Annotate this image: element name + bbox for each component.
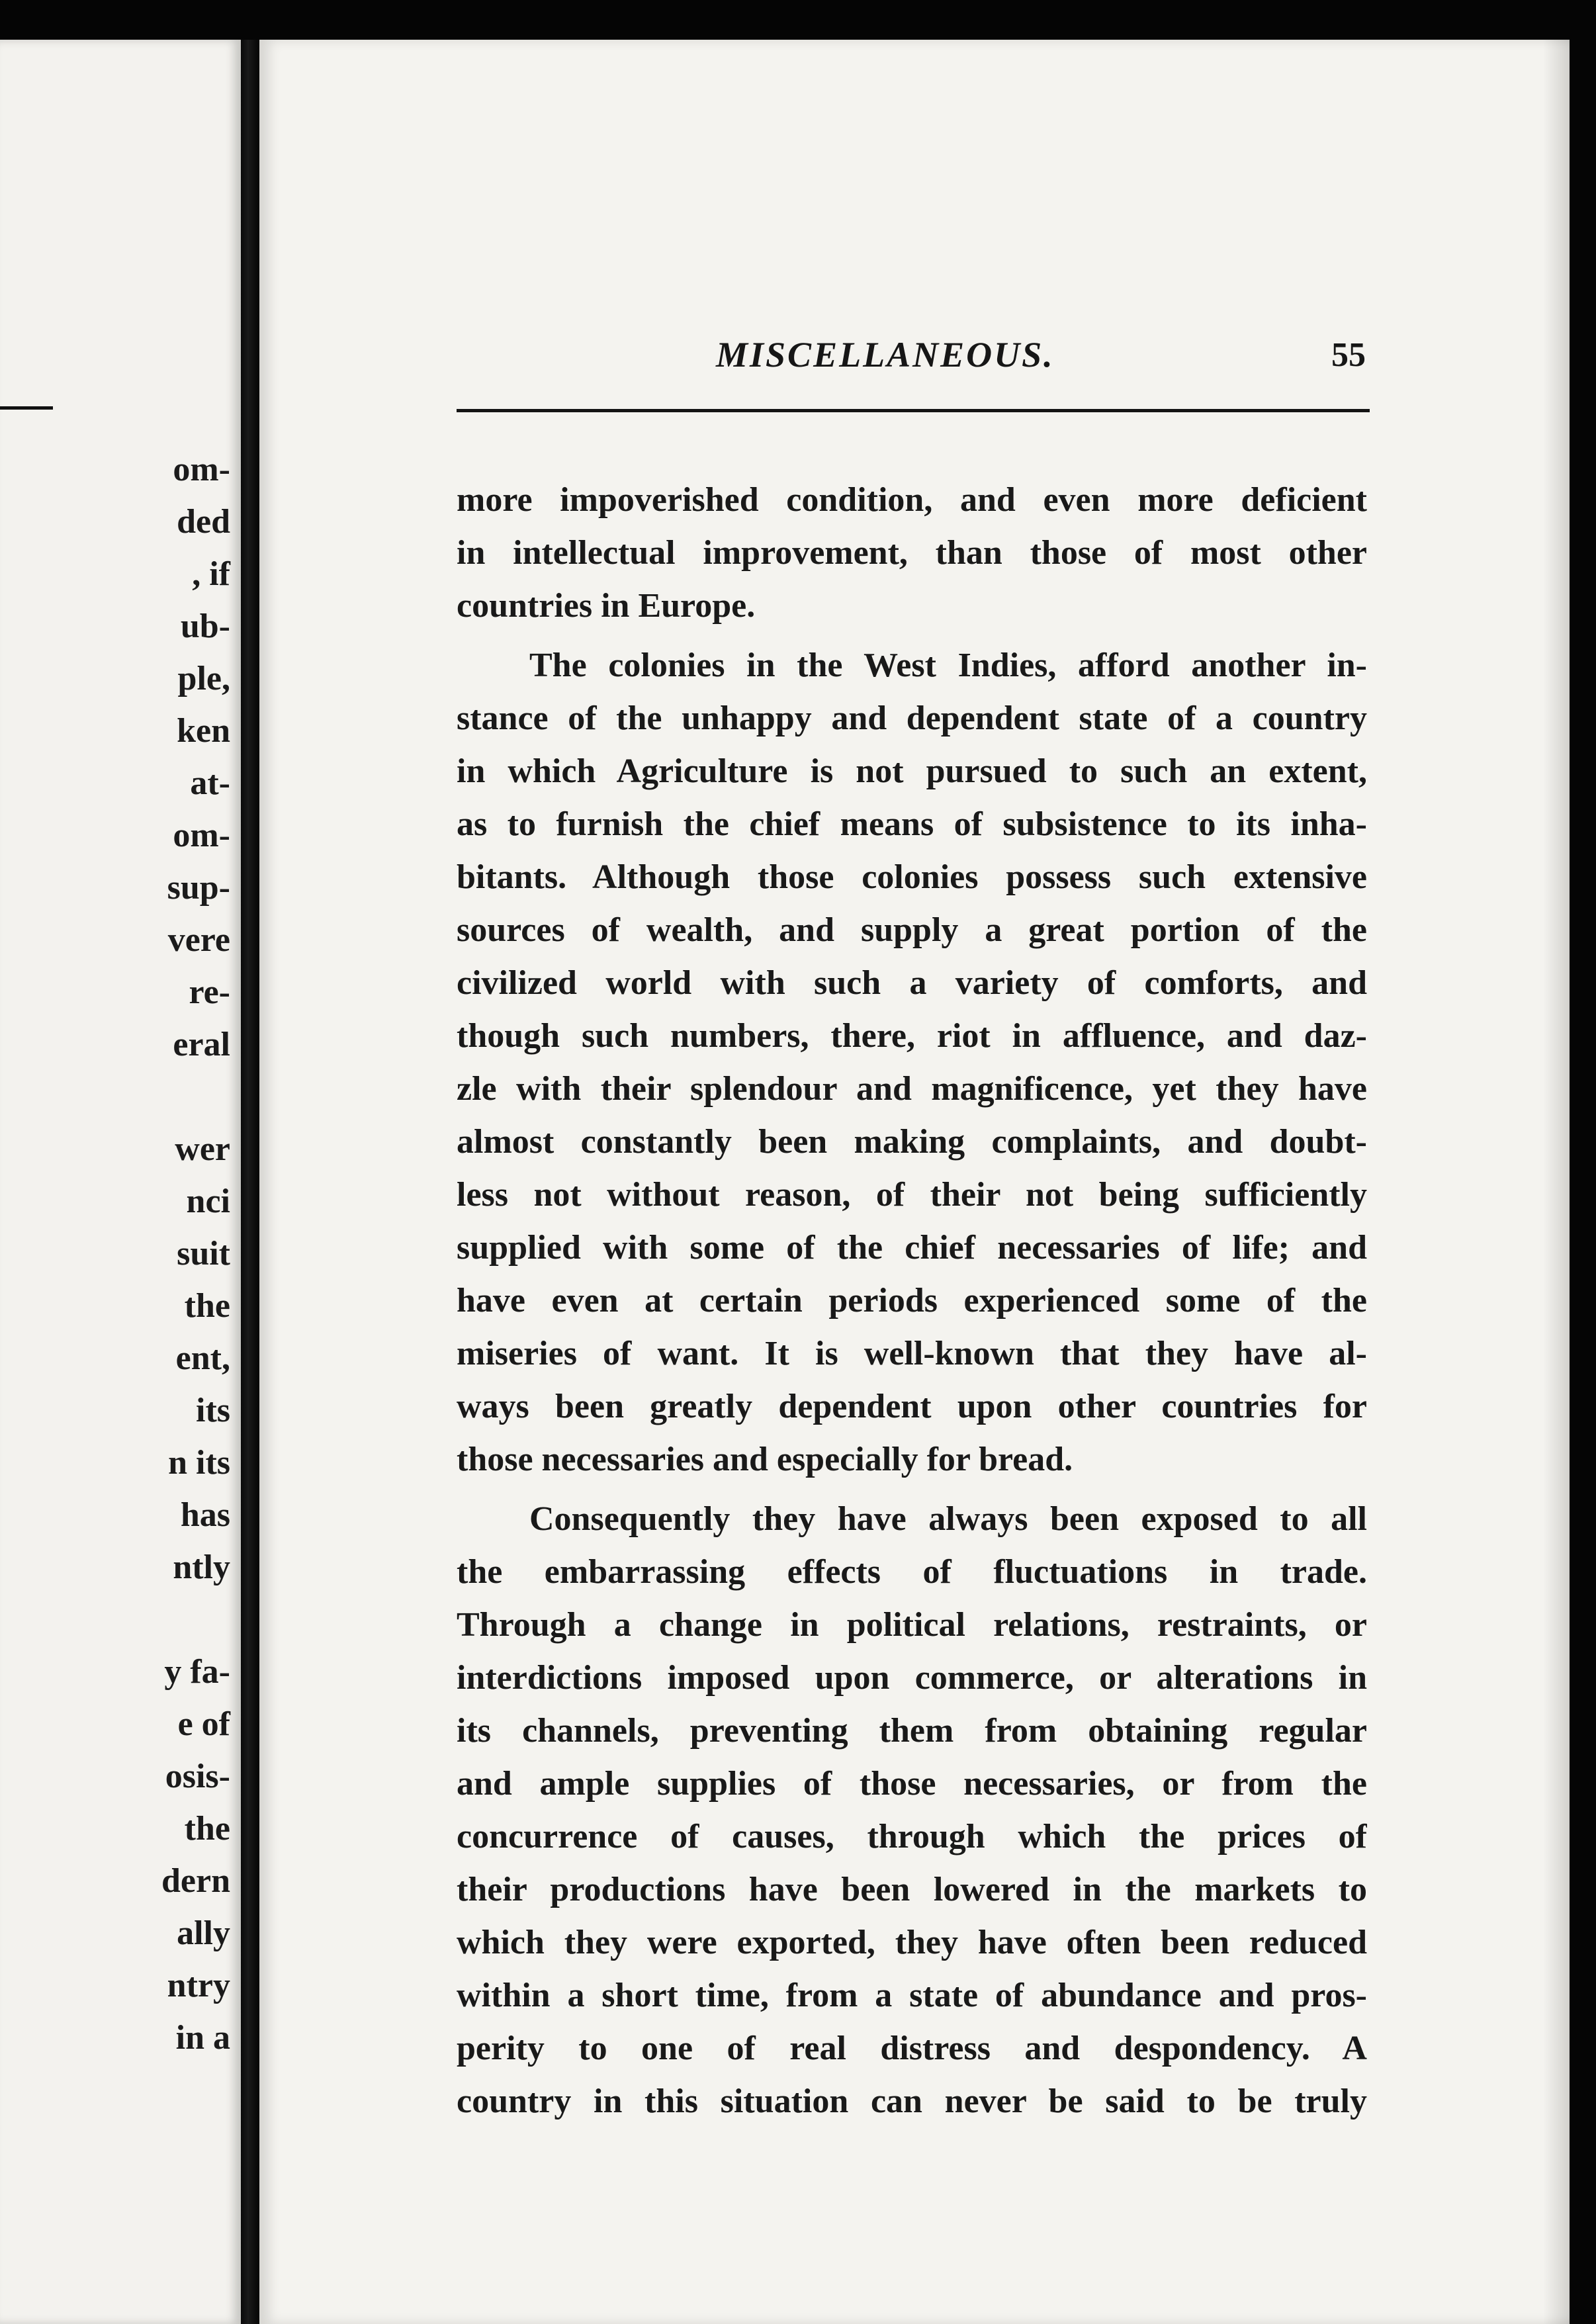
previous-page-line: ple, xyxy=(177,660,230,697)
text-line: within a short time, from a state of abundance and pros- xyxy=(457,1977,1367,2014)
previous-page-line: dern xyxy=(161,1862,230,1900)
text-line: though such numbers, there, riot in affluence, and daz- xyxy=(457,1017,1367,1055)
previous-page-line: ntly xyxy=(173,1548,230,1586)
previous-page-line: wer xyxy=(175,1130,230,1168)
previous-page-line: ent, xyxy=(175,1339,230,1377)
text-line: perity to one of real distress and despondency. A xyxy=(457,2030,1367,2067)
previous-page-line: vere xyxy=(167,921,230,959)
text-line: country in this situation can never be said to be truly xyxy=(457,2082,1367,2120)
page-number: 55 xyxy=(1331,336,1366,374)
previous-page-line: ded xyxy=(177,503,230,541)
text-line: as to furnish the chief means of subsistence to its inha- xyxy=(457,805,1367,843)
previous-page-line: ntry xyxy=(167,1967,230,2004)
previous-page-line: ken xyxy=(177,712,230,750)
header-rule xyxy=(457,409,1370,412)
text-line: ways been greatly dependent upon other countries for xyxy=(457,1388,1367,1425)
paragraph-gap xyxy=(457,633,1367,639)
previous-page-line: in a xyxy=(175,2019,230,2057)
body-text xyxy=(457,474,1367,2128)
previous-page-line: n its xyxy=(168,1444,230,1482)
text-line: bitants. Although those colonies possess such extensive xyxy=(457,858,1367,896)
previous-page-line: , if xyxy=(192,555,230,593)
text-line: concurrence of causes, through which the prices of xyxy=(457,1818,1367,1855)
previous-page-line: e of xyxy=(177,1705,230,1743)
page-edge-shadow xyxy=(1543,40,1570,2324)
text-line: stance of the unhappy and dependent state of a country xyxy=(457,699,1367,737)
running-title: MISCELLANEOUS. xyxy=(716,335,1055,375)
previous-page-paragraph-gap xyxy=(161,1071,230,1123)
previous-page-line: at- xyxy=(190,764,230,802)
text-line: which they were exported, they have often been reduced xyxy=(457,1924,1367,1961)
previous-page-line: re- xyxy=(189,973,230,1011)
text-line: their productions have been lowered in the markets to xyxy=(457,1871,1367,1908)
text-line: those necessaries and especially for bread. xyxy=(457,1441,1073,1478)
text-line: have even at certain periods experienced some of the xyxy=(457,1282,1367,1319)
text-line: The colonies in the West Indies, afford another in- xyxy=(529,647,1367,684)
text-line: sources of wealth, and supply a great portion of the xyxy=(457,911,1367,949)
previous-page-header-rule xyxy=(0,406,53,410)
previous-page-line: osis- xyxy=(165,1758,230,1795)
previous-page-line: nci xyxy=(186,1183,230,1220)
text-line: civilized world with such a variety of comforts, and xyxy=(457,964,1367,1002)
text-line: zle with their splendour and magnificence, yet they have xyxy=(457,1070,1367,1108)
previous-page xyxy=(0,40,241,2324)
previous-page-line: eral xyxy=(173,1026,230,1063)
text-line: its channels, preventing them from obtaining regular xyxy=(457,1712,1367,1750)
text-line: almost constantly been making complaints, and doubt- xyxy=(457,1123,1367,1161)
text-line: in intellectual improvement, than those of most other xyxy=(457,534,1367,572)
book-spine xyxy=(241,40,259,2324)
text-line: interdictions imposed upon commerce, or alterations in xyxy=(457,1659,1367,1697)
text-line: the embarrassing effects of fluctuations in trade. xyxy=(457,1553,1367,1591)
previous-page-paragraph-gap xyxy=(161,1593,230,1646)
previous-page-line: the xyxy=(184,1810,230,1848)
text-line: countries in Europe. xyxy=(457,587,756,625)
text-line: miseries of want. It is well-known that they have al- xyxy=(457,1335,1367,1372)
text-line: less not without reason, of their not being sufficiently xyxy=(457,1176,1367,1214)
paragraph-gap xyxy=(457,1486,1367,1493)
text-line: supplied with some of the chief necessaries of life; and xyxy=(457,1229,1367,1267)
previous-page-line: has xyxy=(180,1496,230,1534)
text-line: in which Agriculture is not pursued to such an extent, xyxy=(457,752,1367,790)
previous-page-text-fragments xyxy=(161,443,230,2064)
previous-page-line: sup- xyxy=(167,869,230,907)
previous-page-line: its xyxy=(196,1392,230,1429)
text-line: and ample supplies of those necessaries, or from the xyxy=(457,1765,1367,1803)
previous-page-line: om- xyxy=(173,451,230,488)
previous-page-line: y fa- xyxy=(164,1653,230,1691)
text-line: Consequently they have always been exposed to all xyxy=(529,1500,1367,1538)
previous-page-line: ally xyxy=(177,1914,230,1952)
current-page xyxy=(259,40,1570,2324)
text-line: Through a change in political relations, restraints, or xyxy=(457,1606,1367,1644)
previous-page-line: ub- xyxy=(180,607,230,645)
text-line: more impoverished condition, and even more deficient xyxy=(457,481,1367,519)
previous-page-line: the xyxy=(184,1287,230,1325)
previous-page-line: om- xyxy=(173,817,230,854)
previous-page-line: suit xyxy=(177,1235,230,1273)
